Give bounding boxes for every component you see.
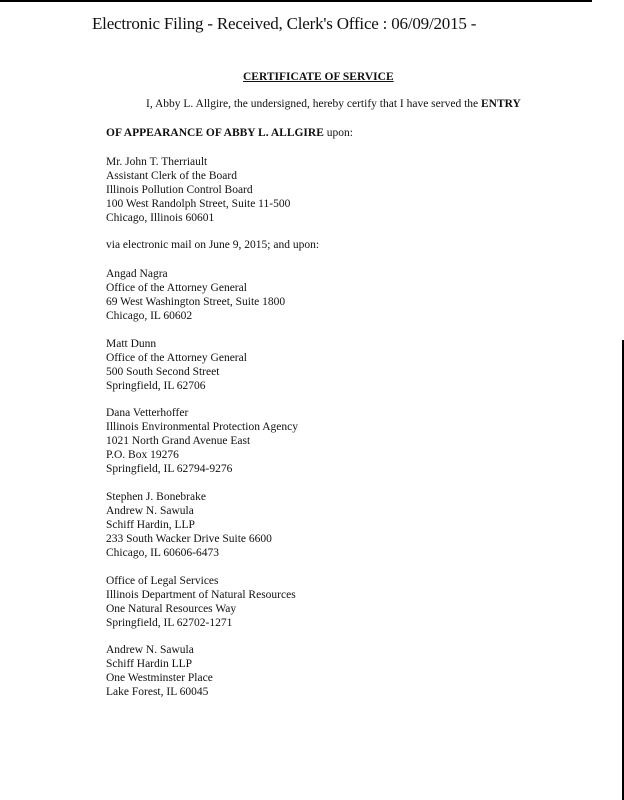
address-line: Schiff Hardin, LLP	[106, 519, 195, 531]
address-line: Office of Legal Services	[106, 575, 219, 587]
address-line: Lake Forest, IL 60045	[106, 686, 209, 698]
certification-statement-line2	[106, 127, 353, 139]
recipient-address-block	[106, 643, 213, 699]
address-line: Chicago, IL 60606-6473	[106, 547, 219, 559]
recipient-address-block	[106, 267, 285, 323]
scan-border-top	[0, 0, 592, 2]
address-line: One Westminster Place	[106, 672, 213, 684]
address-line: P.O. Box 19276	[106, 449, 179, 461]
address-line: Stephen J. Bonebrake	[106, 491, 206, 503]
document-name: OF APPEARANCE OF ABBY L. ALLGIRE	[106, 127, 324, 139]
address-line: Andrew N. Sawula	[106, 644, 194, 656]
certificate-title: CERTIFICATE OF SERVICE	[243, 71, 394, 83]
address-line: Angad Nagra	[106, 268, 168, 280]
address-line: Chicago, Illinois 60601	[106, 212, 215, 224]
address-line: Mr. John T. Therriault	[106, 156, 208, 168]
address-line: Matt Dunn	[106, 338, 157, 350]
address-line: Dana Vetterhoffer	[106, 407, 189, 419]
address-line: 100 West Randolph Street, Suite 11-500	[106, 198, 291, 210]
address-line: Springfield, IL 62794-9276	[106, 463, 233, 475]
certification-text-bold: ENTRY	[481, 98, 521, 110]
address-line: 69 West Washington Street, Suite 1800	[106, 296, 286, 308]
address-line: Chicago, IL 60602	[106, 310, 193, 322]
address-line: Office of the Attorney General	[106, 352, 247, 364]
certification-text-tail: upon:	[323, 127, 353, 139]
address-line: Assistant Clerk of the Board	[106, 170, 237, 182]
recipient-address-block	[106, 155, 290, 225]
address-line: Illinois Pollution Control Board	[106, 184, 253, 196]
filing-stamp-header: Electronic Filing - Received, Clerk's Office : 06/09/2015 -	[92, 14, 477, 33]
address-line: 500 South Second Street	[106, 366, 220, 378]
address-line: Schiff Hardin LLP	[106, 658, 193, 670]
address-line: 1021 North Grand Avenue East	[106, 435, 251, 447]
certification-statement-line1	[146, 98, 521, 110]
address-line: Springfield, IL 62706	[106, 380, 206, 392]
address-line: Illinois Environmental Protection Agency	[106, 421, 298, 433]
service-method-line: via electronic mail on June 9, 2015; and upon:	[106, 239, 320, 251]
address-line: Illinois Department of Natural Resources	[106, 589, 296, 601]
certification-text: I, Abby L. Allgire, the undersigned, hereby certify that I have served the	[146, 98, 481, 110]
recipient-address-block	[106, 574, 296, 630]
address-line: Andrew N. Sawula	[106, 505, 194, 517]
address-line: Springfield, IL 62702-1271	[106, 617, 233, 629]
address-line: Office of the Attorney General	[106, 282, 247, 294]
recipient-address-block	[106, 490, 272, 560]
address-line: One Natural Resources Way	[106, 603, 237, 615]
recipient-address-block	[106, 406, 298, 476]
recipient-address-block	[106, 337, 247, 393]
address-line: 233 South Wacker Drive Suite 6600	[106, 533, 272, 545]
